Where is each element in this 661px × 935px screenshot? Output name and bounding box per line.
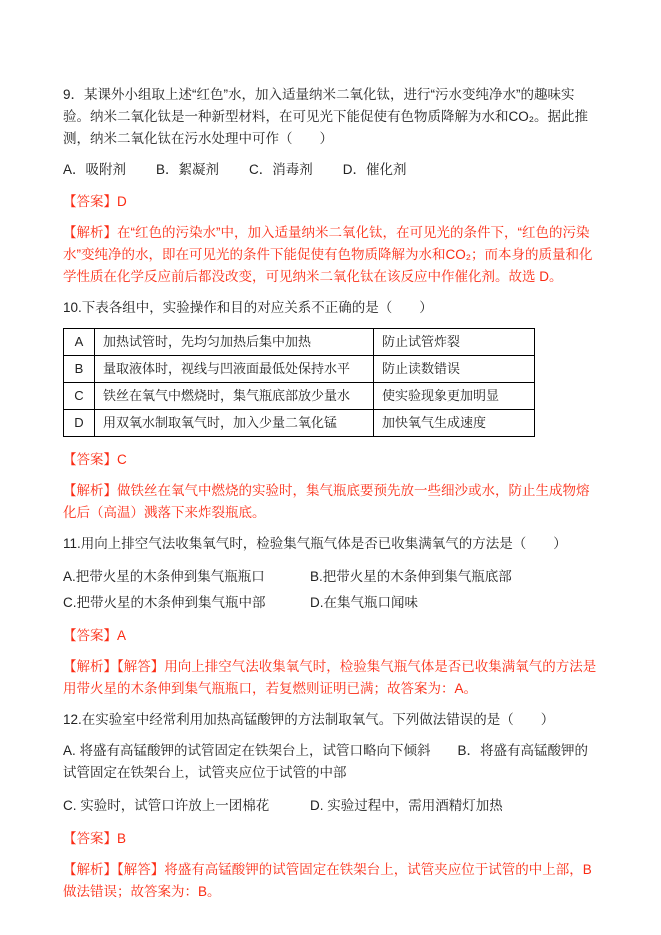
question-11-option-d: D.在集气瓶口闻味 [310,595,418,610]
row-label: B [64,356,95,383]
row-purpose: 防止读数错误 [374,356,535,383]
question-12-option-c: C. 实验时，试管口许放上一团棉花 [63,798,270,813]
question-9-stem: 9．某课外小组取上述“红色”水，加入适量纳米二氧化钛，进行“污水变纯净水”的趣味实验。纳米二氧化钛是一种新型材料，在可见光下能促使有色物质降解为水和CO₂。据此推测，纳米二氧化钛在污水处理中可作（ ） [63,87,588,146]
question-9-option-b: B．絮凝剂 [156,162,220,177]
row-operation: 量取液体时，视线与凹液面最低处保持水平 [95,356,374,383]
row-operation: 铁丝在氧气中燃烧时，集气瓶底部放少量水 [95,383,374,410]
row-operation: 加热试管时，先均匀加热后集中加热 [95,329,374,356]
question-9-answer: 【答案】D [63,194,127,209]
question-9 [63,84,601,288]
question-9-option-c: C．消毒剂 [249,162,313,177]
question-12-option-d: D. 实验过程中，需用酒精灯加热 [310,798,503,813]
question-10 [63,297,601,524]
row-purpose: 防止试管炸裂 [374,329,535,356]
question-11-option-c: C.把带火星的木条伸到集气瓶中部 [63,595,266,610]
question-10-stem: 10.下表各组中，实验操作和目的对应关系不正确的是（ ） [63,300,433,315]
row-label: D [64,410,95,437]
question-11-options [63,564,601,616]
question-12-options-ab: A. 将盛有高锰酸钾的试管固定在铁架台上，试管口略向下倾斜 B．将盛有高锰酸钾的试管固定在铁架台上，试管夹应位于试管的中部 [63,743,589,780]
row-purpose: 使实验现象更加明显 [374,383,535,410]
question-12-analysis: 【解析】【解答】将盛有高锰酸钾的试管固定在铁架台上，试管夹应位于试管的中上部，B 做法错误；故答案为：B。 [63,862,592,899]
question-11-analysis: 【解析】【解答】用向上排空气法收集氧气时，检验集气瓶气体是否已收集满氧气的方法是用带火星的木条伸到集气瓶瓶口，若复燃则证明已满；故答案为：A。 [63,659,597,696]
question-10-table [63,328,535,437]
question-11 [63,533,601,700]
question-9-option-d: D．催化剂 [342,162,407,177]
question-9-analysis: 【解析】在“红色的污染水”中，加入适量纳米二氧化钛，在可见光的条件下，“红色的污染水”变纯净的水，即在可见光的条件下能促使有色物质降解为水和CO₂；而本身的质量和化学性质在化学反应前后都没改变，可见纳米二氧化钛在该反应中作催化剂。故选 D。 [63,225,593,284]
question-12-stem: 12.在实验室中经常利用加热高锰酸钾的方法制取氧气。下列做法错误的是（ ） [63,712,555,727]
question-11-answer: 【答案】A [63,628,127,643]
row-operation: 用双氧水制取氧气时，加入少量二氧化锰 [95,410,374,437]
table-row-b [64,356,535,383]
table-row-d [64,410,535,437]
question-12-options-cd [63,793,601,819]
question-11-stem: 11.用向上排空气法收集氧气时，检验集气瓶气体是否已收集满氧气的方法是（ ） [63,536,567,551]
question-10-answer: 【答案】C [63,452,127,467]
question-12 [63,709,601,903]
table-row-a [64,329,535,356]
row-label: C [64,383,95,410]
row-purpose: 加快氧气生成速度 [374,410,535,437]
question-9-options [63,159,601,181]
table-row-c [64,383,535,410]
question-9-option-a: A．吸附剂 [63,162,127,177]
question-12-answer: 【答案】B [63,831,127,846]
question-10-analysis: 【解析】做铁丝在氧气中燃烧的实验时，集气瓶底要预先放一些细沙或水，防止生成物熔化后（高温）溅落下来炸裂瓶底。 [63,483,590,520]
question-11-option-b: B.把带火星的木条伸到集气瓶底部 [310,569,512,584]
row-label: A [64,329,95,356]
question-11-option-a: A.把带火星的木条伸到集气瓶瓶口 [63,569,265,584]
